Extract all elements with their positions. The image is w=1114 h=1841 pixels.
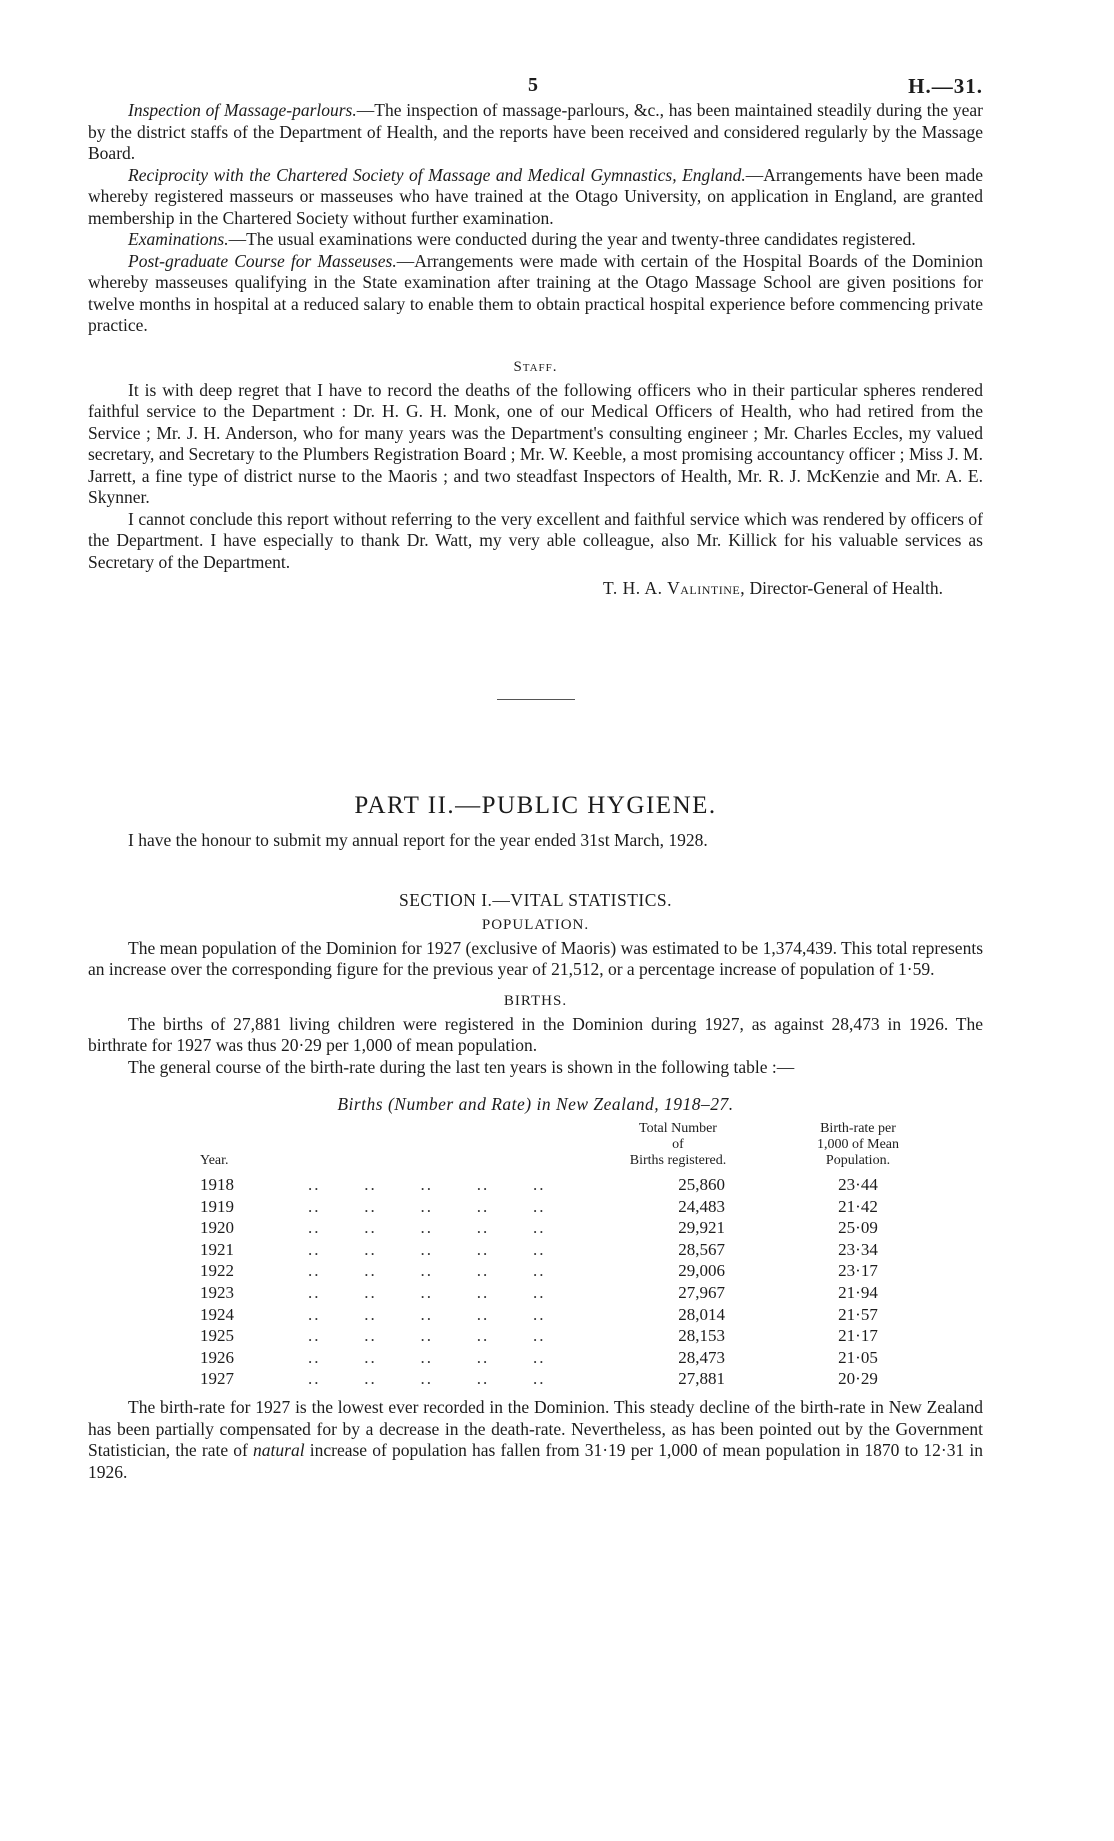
paragraph-examinations-text: —The usual examinations were conducted during the year and twenty-three candidates registered. [228, 229, 916, 249]
part-title: PART II.—PUBLIC HYGIENE. [354, 792, 717, 819]
column-header-rate-line2: 1,000 of Mean [816, 1137, 900, 1152]
table-cell-leader: .. .. .. .. .. [308, 1347, 546, 1367]
paragraph-postgraduate-text: —Arrangements were made with certain of the Hospital Boards of the Dominion whereby masseuses qualifying in the State examination after training at the Otago Massage School are given positions for twelve months in hospital at a reduced salary to enable them to obtain practical hospital experience before commencing private practice. [88, 250, 984, 335]
table-row [88, 1218, 983, 1240]
table-cell-leader: .. .. .. .. .. [308, 1239, 546, 1259]
table-cell-rate: 23·34 [838, 1239, 878, 1259]
paragraph-examinations-title: Examinations. [128, 229, 229, 249]
column-header-total [618, 1121, 738, 1169]
table-cell-year: 1921 [200, 1239, 234, 1259]
table-cell-year: 1926 [200, 1347, 234, 1367]
closing-text-italic: natural [253, 1440, 305, 1460]
column-header-year: Year. [200, 1153, 229, 1168]
table-cell-total: 28,473 [678, 1347, 725, 1367]
table-cell-total: 28,014 [678, 1304, 725, 1324]
table-cell-total: 29,006 [678, 1261, 725, 1281]
table-cell-year: 1919 [200, 1196, 234, 1216]
table-cell-year: 1924 [200, 1304, 234, 1324]
table-cell-rate: 21·05 [838, 1347, 878, 1367]
closing-text-b: increase of population has fallen from 31·19 per 1,000 of mean population in 1870 to 12·31 in 1926. [88, 1440, 983, 1482]
staff-heading: Staff. [513, 358, 558, 375]
table-cell-leader: .. .. .. .. .. [308, 1175, 546, 1194]
section-divider [497, 699, 575, 700]
column-header-rate-line3: Population. [825, 1153, 891, 1168]
table-row [88, 1175, 983, 1197]
table-cell-rate: 21·57 [838, 1304, 878, 1324]
column-header-total-line3: Births registered. [629, 1153, 727, 1168]
page-number: 5 [528, 74, 538, 96]
table-row [88, 1369, 983, 1391]
table-cell-leader: .. .. .. .. .. [308, 1326, 546, 1346]
table-cell-total: 29,921 [678, 1218, 725, 1238]
table-cell-leader: .. .. .. .. .. [308, 1369, 546, 1389]
staff-paragraph-deaths: It is with deep regret that I have to record the deaths of the following officers who in their particular spheres rendered faithful service to the Department : Dr. H. G. H. Monk, one of our Medical Officers of Health, who had retired from the Service ; Mr. J. H. Anderson, who for many years was the Department's consulting engineer ; Mr. Charles Eccles, my valued secretary, and Secretary to the Plumbers Registration Board ; Mr. W. Keeble, a most promising accountancy officer ; Miss J. M. Jarrett, a fine type of district nurse to the Maoris ; and two steadfast Inspectors of Health, Mr. R. J. McKenzie and Mr. A. E. Skynner. [88, 379, 983, 507]
table-cell-total: 24,483 [678, 1196, 725, 1216]
paragraph-reciprocity-title: Reciprocity with the Chartered Society of Massage and Medical Gymnastics, England. [128, 164, 746, 185]
table-cell-year: 1922 [200, 1261, 234, 1281]
table-cell-year: 1918 [200, 1175, 234, 1194]
report-page [88, 62, 983, 1483]
table-cell-rate: 20·29 [838, 1369, 878, 1389]
table-row [88, 1261, 983, 1283]
table-caption: Births (Number and Rate) in New Zealand, 1918–27. [337, 1094, 734, 1114]
paragraph-inspection [88, 100, 983, 165]
table-row [88, 1283, 983, 1305]
table-cell-rate: 23·44 [838, 1175, 878, 1194]
table-row [88, 1348, 983, 1370]
table-cell-total: 25,860 [678, 1175, 725, 1194]
table-row [88, 1305, 983, 1327]
births-table-intro: The general course of the birth-rate during the last ten years is shown in the following table :— [128, 1056, 795, 1077]
column-header-rate [793, 1121, 923, 1169]
births-table [88, 1121, 983, 1389]
column-header-total-line1: Total Number [639, 1121, 717, 1136]
paragraph-postgraduate [88, 251, 983, 337]
paragraph-reciprocity-text: —Arrangements have been made whereby registered masseurs or masseuses who have trained at the Otago University, on application in England, are granted membership in the Chartered Society without further examination. [88, 164, 983, 228]
paragraph-examinations [88, 229, 983, 251]
signature-name: T. H. A. Valintine, [602, 578, 746, 598]
table-cell-rate: 21·94 [838, 1283, 878, 1302]
table-cell-year: 1927 [200, 1369, 234, 1389]
table-cell-rate: 25·09 [838, 1218, 878, 1238]
table-cell-leader: .. .. .. .. .. [308, 1261, 546, 1281]
table-cell-total: 27,967 [678, 1283, 725, 1302]
births-paragraph: The births of 27,881 living children were registered in the Dominion during 1927, as against 28,473 in 1926. The birthrate for 1927 was thus 20·29 per 1,000 of mean population. [88, 1013, 983, 1055]
table-row [88, 1197, 983, 1219]
table-cell-total: 28,153 [678, 1326, 725, 1346]
table-row [88, 1240, 983, 1262]
column-header-total-line2: of [672, 1137, 684, 1152]
section-title: SECTION I.—VITAL STATISTICS. [398, 889, 673, 910]
staff-paragraph-thanks: I cannot conclude this report without referring to the very excellent and faithful service which was rendered by officers of the Department. I have especially to thank Dr. Watt, my very able colleague, also Mr. Killick for his valuable services as Secretary of the Department. [88, 508, 983, 572]
table-cell-year: 1920 [200, 1218, 234, 1238]
signature [88, 577, 983, 599]
table-cell-year: 1925 [200, 1326, 234, 1346]
part-intro: I have the honour to submit my annual report for the year ended 31st March, 1928. [128, 830, 708, 850]
population-heading: POPULATION. [481, 916, 590, 933]
table-cell-leader: .. .. .. .. .. [308, 1283, 546, 1302]
table-cell-total: 28,567 [678, 1239, 725, 1259]
table-cell-rate: 21·17 [838, 1326, 878, 1346]
paragraph-inspection-text: —The inspection of massage-parlours, &c., has been maintained steadily during the year by the district staffs of the Department of Health, and the reports have been received and considered regularly by the Massage Board. [88, 100, 983, 163]
births-heading: BIRTHS. [503, 992, 568, 1009]
table-cell-leader: .. .. .. .. .. [308, 1218, 546, 1238]
closing-text-a: The birth-rate for 1927 is the lowest ever recorded in the Dominion. This steady decline of the birth-rate in New Zealand has been partially compensated for by a decrease in the death-rate. Nevertheless, as has been pointed out by the Government Statistician, the rate of [88, 1397, 983, 1460]
paragraph-reciprocity [88, 165, 983, 230]
signature-title: Director-General of Health. [745, 578, 943, 598]
table-row [88, 1326, 983, 1348]
paragraph-inspection-title: Inspection of Massage-parlours. [128, 100, 357, 120]
table-cell-rate: 21·42 [838, 1196, 878, 1216]
table-cell-year: 1923 [200, 1283, 234, 1302]
table-cell-rate: 23·17 [838, 1261, 878, 1281]
table-cell-leader: .. .. .. .. .. [308, 1304, 546, 1324]
table-cell-total: 27,881 [678, 1369, 725, 1389]
page-header [88, 62, 983, 100]
document-reference: H.—31. [908, 74, 983, 98]
paragraph-postgraduate-title: Post-graduate Course for Masseuses. [128, 250, 397, 271]
population-paragraph: The mean population of the Dominion for 1927 (exclusive of Maoris) was estimated to be 1,374,439. This total represents an increase over the corresponding figure for the previous year of 21,512, or a percentage increase of population of 1·59. [88, 937, 983, 979]
column-header-rate-line1: Birth-rate per [820, 1121, 896, 1136]
closing-paragraph [88, 1397, 983, 1483]
table-cell-leader: .. .. .. .. .. [308, 1196, 546, 1216]
